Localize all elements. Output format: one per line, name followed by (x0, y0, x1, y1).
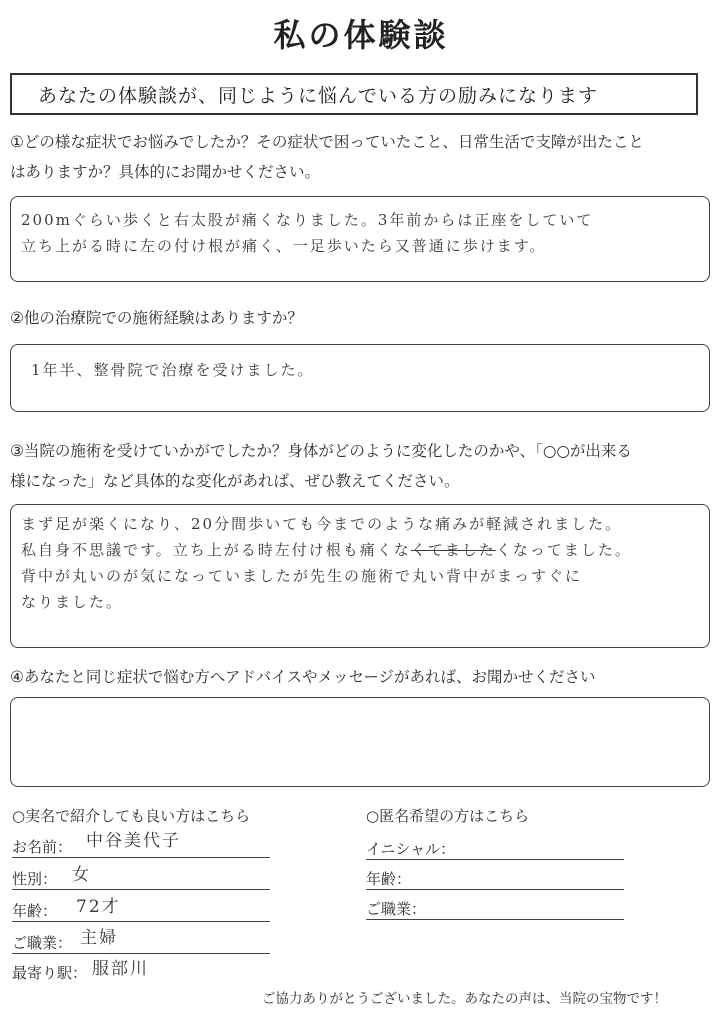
name-underline (12, 857, 270, 858)
answer-1-box[interactable] (10, 196, 710, 282)
answer-3-struck-text: くてました (410, 541, 496, 559)
gender-underline (12, 889, 270, 890)
real-name-heading: ○実名で紹介しても良い方はこちら (12, 807, 251, 825)
page-title: 私の体験談 (273, 16, 449, 54)
answer-3-line-2-part-a: 私自身不思議です。立ち上がる時左付け根も痛くな (21, 541, 411, 559)
gender-value[interactable]: 女 (72, 865, 91, 885)
name-value[interactable]: 中谷美代子 (86, 831, 181, 851)
footer-thanks: ご協力ありがとうございました。あなたの声は、当院の宝物です！ (262, 991, 667, 1007)
job-underline (12, 953, 270, 954)
answer-3-line-4: なりました。 (21, 593, 124, 611)
answer-3-line-3: 背中が丸いのが気になっていましたが先生の施術で丸い背中がまっすぐに (21, 567, 583, 585)
station-value[interactable]: 服部川 (92, 959, 149, 979)
answer-1-line-2: 立ち上がる時に左の付け根が痛く、一足歩いたら又普通に歩けます。 (21, 237, 547, 255)
station-label: 最寄り駅： (12, 964, 88, 982)
question-3-line-1: ③当院の施術を受けていかがでしたか？身体がどのように変化したのかや、「○○が出来る (10, 442, 632, 460)
anonymous-age-underline[interactable] (366, 889, 624, 890)
answer-4-box[interactable] (10, 697, 710, 787)
gender-label: 性別： (12, 870, 58, 888)
answer-3-line-2 (21, 537, 699, 563)
age-value[interactable]: 72才 (76, 897, 121, 917)
question-1 (10, 127, 710, 187)
question-3 (10, 436, 710, 496)
question-4-line-1: ④あなたと同じ症状で悩む方へアドバイスやメッセージがあれば、お聞かせください (10, 668, 596, 686)
age-label: 年齢： (12, 902, 58, 920)
question-2-line-1: ②他の治療院での施術経験はありますか？ (10, 309, 303, 327)
answer-2-line-1: 1年半、整骨院で治療を受けました。 (31, 361, 315, 379)
anonymous-heading: ○匿名希望の方はこちら (366, 807, 530, 825)
answer-3-line-2-part-b: くなってました。 (495, 541, 632, 559)
subtitle-text: あなたの体験談が、同じように悩んでいる方の励みになります (38, 84, 599, 107)
question-2 (10, 303, 710, 333)
name-label: お名前： (12, 838, 73, 856)
question-1-line-1: ①どの様な症状でお悩みでしたか？その症状で困っていたこと、日常生活で支障が出たこと (10, 133, 644, 151)
age-underline (12, 921, 270, 922)
anonymous-job-underline[interactable] (366, 919, 624, 920)
question-1-line-2: はありますか？具体的にお聞かせください。 (10, 163, 321, 181)
anonymous-job-label: ご職業： (366, 900, 427, 918)
answer-3-line-1: まず足が楽くになり、20分間歩いても今までのような痛みが軽減されました。 (21, 515, 623, 533)
job-label: ご職業： (12, 934, 73, 952)
answer-3-box[interactable] (10, 504, 710, 648)
initial-label: イニシャル： (366, 840, 456, 858)
answer-1-line-1: 200mぐらい歩くと右太股が痛くなりました。3年前からは正座をしていて (21, 211, 594, 229)
anonymous-age-label: 年齢： (366, 870, 412, 888)
initial-underline[interactable] (366, 859, 624, 860)
job-value[interactable]: 主婦 (80, 928, 118, 948)
answer-2-box[interactable] (10, 344, 710, 412)
question-4 (10, 662, 710, 692)
question-3-line-2: 様になった」など具体的な変化があれば、ぜひ教えてください。 (10, 472, 460, 490)
subtitle-banner (10, 73, 698, 115)
